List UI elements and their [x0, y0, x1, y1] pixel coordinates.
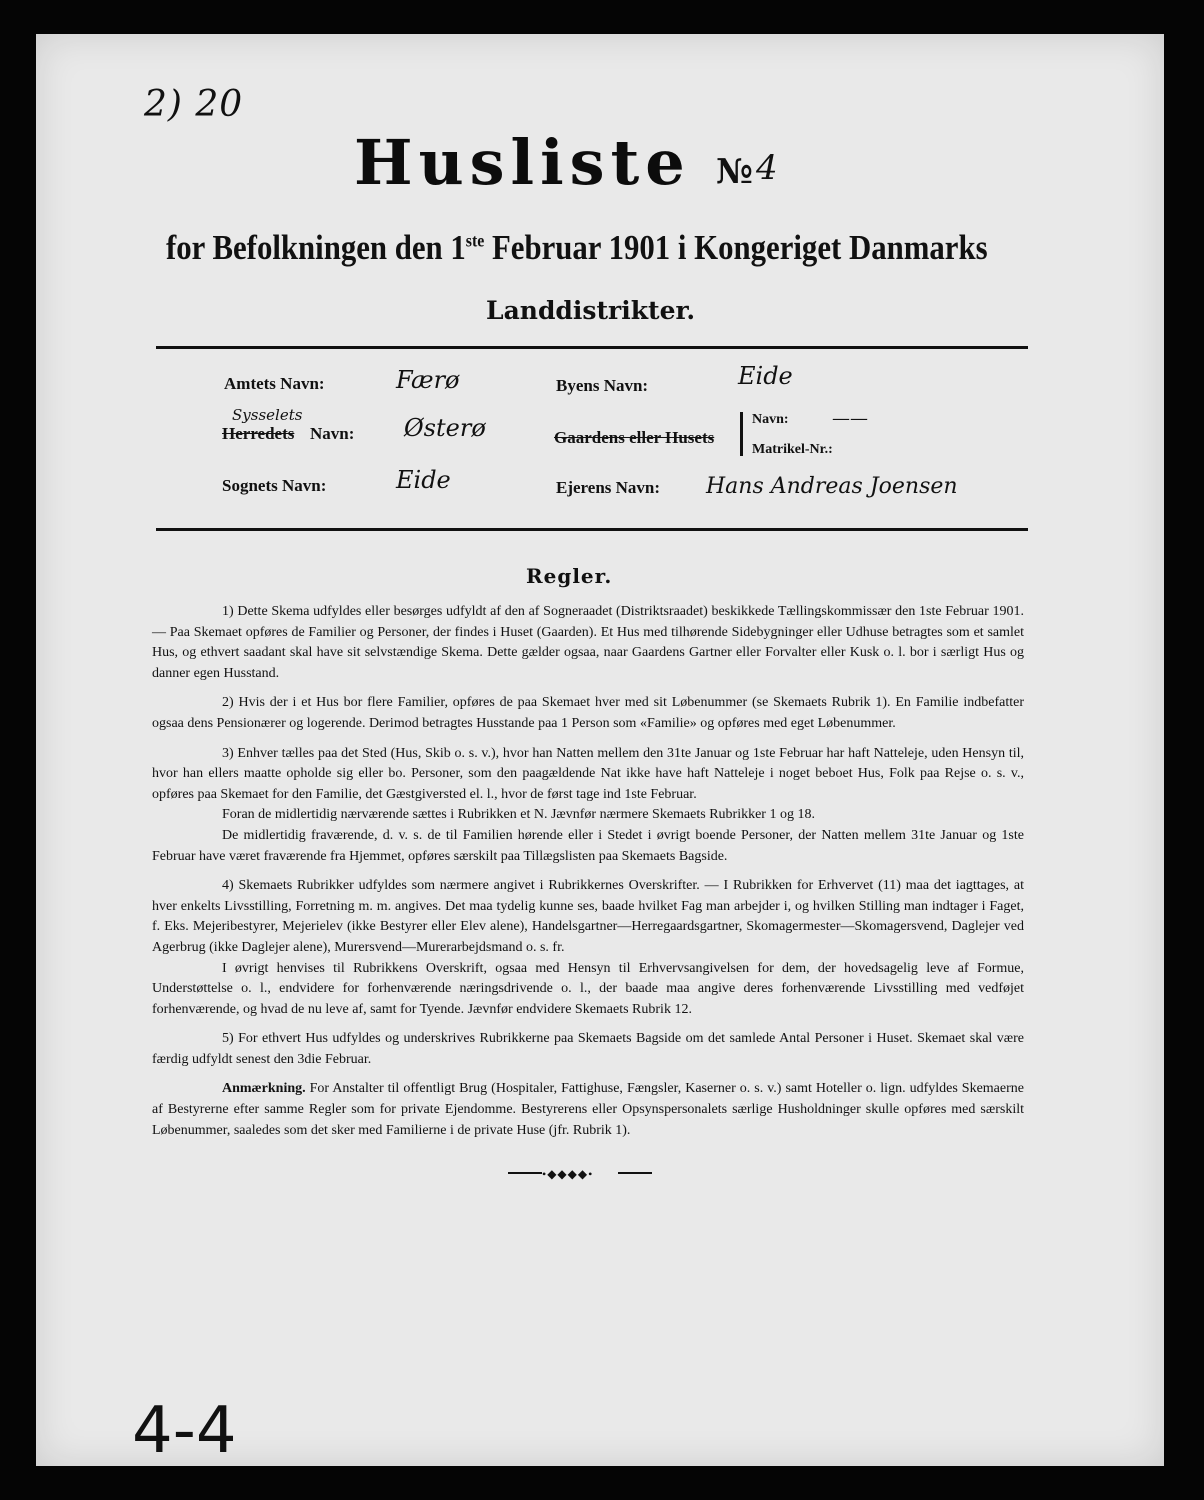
number-label: №	[716, 152, 753, 192]
by-value: Eide	[738, 362, 793, 390]
corner-number: 2) 20	[144, 84, 244, 125]
census-form-page	[36, 34, 1164, 1466]
herred-label: Navn:	[310, 424, 355, 443]
rules-title: Regler.	[526, 564, 613, 588]
amt-value: Færø	[396, 366, 460, 394]
form-subtitle	[166, 228, 988, 268]
form-subtitle-2: Landdistrikter.	[486, 296, 696, 325]
bottom-handwritten-number: 4-4	[132, 1394, 237, 1468]
note	[152, 1079, 1024, 1141]
rule-3b: Foran de midlertidig nærværende sættes i Rubrikken et N. Jævnfør nærmere Skemaets Rubrikker 1 og 18.	[222, 807, 815, 823]
ejer-value: Hans Andreas Joensen	[706, 474, 958, 499]
rule-3c: De midlertidig fraværende, d. v. s. de til Familien hørende eller i Stedet i øvrigt boende Personer, der Natten mellem 31te Januar og 1ste Februar have været fraværende fra Hjemmet, opføres særskilt paa Tillægslisten paa Skemaets Bagside.	[152, 827, 1024, 864]
herred-printed: Herredets	[222, 424, 295, 443]
subtitle-text-2: Februar 1901 i Kongeriget Danmarks	[484, 228, 988, 267]
gaard-label: Gaardens eller Husets	[554, 428, 715, 447]
herred-value: Østerø	[404, 414, 486, 442]
bracket	[740, 412, 743, 456]
amt-label: Amtets Navn:	[224, 374, 325, 393]
sogn-value: Eide	[396, 466, 451, 494]
note-text: For Anstalter til offentligt Brug (Hospitaler, Fattighuse, Fængsler, Kaserner o. s. v.) samt Hoteller o. lign. udfyldes Skemaerne af Bestyrerne efter samme Regler som for private Ejendomme. Bestyrerens eller Opsynspersonalets særlige Husholdninger skulle opføres med særskilt Løbenummer, saaledes som det sker med Familierne i de private Huse (jfr. Rubrik 1).	[152, 1081, 1024, 1138]
note-label: Anmærkning.	[222, 1081, 306, 1097]
sogn-label: Sognets Navn:	[222, 476, 327, 495]
bottom-divider	[156, 528, 1028, 531]
rule-2: 2) Hvis der i et Hus bor flere Familier, opføres de paa Skemaet hver med sit Løbenummer (se Skemaets Rubrik 1). En Familie indbefatter ogsaa dens Pensionærer og logerende. Derimod betragtes Husstande paa 1 Person som «Familie» og opføres med eget Løbenummer.	[152, 695, 1024, 731]
rules-body	[152, 602, 1024, 1180]
subtitle-text: for Befolkningen den 1	[166, 228, 466, 267]
ornament-row	[152, 1150, 1024, 1180]
ejer-label: Ejerens Navn:	[556, 478, 661, 497]
navn-value: ——	[832, 408, 868, 429]
ornament-line-right	[618, 1172, 652, 1174]
matrikel-label: Matrikel-Nr.:	[752, 442, 833, 457]
top-divider	[156, 346, 1028, 349]
navn-label: Navn:	[752, 412, 789, 427]
rule-3: 3) Enhver tælles paa det Sted (Hus, Skib o. s. v.), hvor han Natten mellem den 31te Januar og 1ste Februar har haft Natteleje, uden Hensyn til, hvor han ellers maatte opholde sig eller bo. Personer, som den paagældende Nat ikke have haft Natteleje i noget beboet Hus, Folk paa Rejse o. s. v., opføres paa Skemaet for den Familie, det Gæstgiversted el. l., hvor de først tage ind 1ste Februar.	[152, 745, 1024, 802]
subtitle-sup: ste	[465, 230, 485, 251]
rule-4b: I øvrigt henvises til Rubrikkens Overskrift, ogsaa med Hensyn til Erhvervsangivelsen for dem, der hovedsagelig leve af Formue, Understøttelse o. l., endvidere for forhenværende næringsdrivende o. l., der baade maa angive deres forhenværende Livsstilling med vedføjet forhenværende, og hvad de nu leve af, samt for Tyende. Jævnfør endvidere Skemaets Rubrik 12.	[152, 960, 1024, 1017]
rule-1: 1) Dette Skema udfyldes eller besørges udfyldt af den af Sogneraadet (Distriktsraadet) beskikkede Tællingskommissær den 1ste Februar 1901. — Paa Skemaet opføres de Familier og Personer, der findes i Huset (Gaarden). Et Hus med tilhørende Sidebygninger eller Udhuse betragtes som et samlet Hus, og ethvert saadant skal have sit selvstændige Skema. Dette gælder ogsaa, naar Gaardens Gartner eller Forvalter eller Kusk o. l. bor i særligt Hus og danner egen Husstand.	[152, 604, 1024, 681]
herred-handwritten: Sysselets	[232, 406, 303, 424]
by-label: Byens Navn:	[556, 376, 649, 395]
rule-4: 4) Skemaets Rubrikker udfyldes som nærmere angivet i Rubrikkernes Overskrifter. — I Rubrikken for Erhvervet (11) maa det iagttages, at hver enkelts Livsstilling, Forretning m. m. angives. Det maa tydelig kunne ses, baade hvilket Fag man arbejder i, og hvilken Stilling man indtager i Faget, f. Eks. Mejeribestyrer, Mejerielev (ikke Bestyrer eller Elev alene), Handelsgartner—Herregaardsgartner, Skomagermester—Skomagersvend, Daglejer ved Agerbrug (ikke Daglejer alene), Murersvend—Murerarbejdsmand o. s. fr.	[152, 878, 1024, 955]
list-number: 4	[756, 148, 778, 188]
ornament-glyphs: •◆◆◆◆•	[542, 1167, 594, 1182]
rule-5: 5) For ethvert Hus udfyldes og underskrives Rubrikkerne paa Skemaets Bagside om det samlede Antal Personer i Huset. Skemaet skal være færdig udfyldt senest den 3die Februar.	[152, 1031, 1024, 1067]
form-title: Husliste	[354, 126, 691, 199]
ornament-line-left	[508, 1172, 542, 1174]
